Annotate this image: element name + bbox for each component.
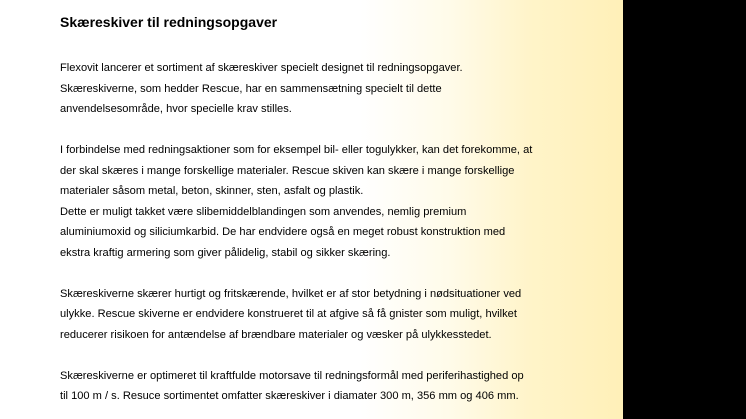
text-line: der skal skæres i mange forskellige materialer. Rescue skiven kan skære i mange forskellige [60,164,515,177]
spacer [60,345,605,366]
black-side-band [623,0,746,419]
spacer [60,120,605,141]
paragraph-materials [60,140,605,263]
text-line: aluminiumoxid og siliciumkarbid. De har endvidere også en meget robust konstruktion med [60,226,506,238]
paragraph-specs [60,366,605,407]
paragraph-intro [60,58,605,120]
text-line: Skæreskiverne er optimeret til kraftfulde motorsave til redningsformål med periferihastighed op [60,369,524,382]
text-line: I forbindelse med redningsaktioner som for eksempel bil- eller togulykker, kan det forekomme, at [60,144,533,156]
text-line: Skæreskiverne skærer hurtigt og fritskærende, hvilket er af stor betydning i nødsituationer ved [60,287,522,300]
text-line: Flexovit lancerer et sortiment af skæreskiver specielt designet til redningsopgaver. [60,62,463,74]
text-line: materialer såsom metal, beton, skinner, sten, asfalt og plastik. [60,185,364,197]
spacer [60,263,605,284]
text-line: ekstra kraftig armering som giver pålidelig, stabil og sikker skæring. [60,246,391,259]
document-content [60,13,605,407]
text-line: til 100 m / s. Resuce sortimentet omfatter skæreskiver i diamater 300 m, 356 mm og 406 mm. [60,390,519,402]
paragraph-cutting [60,284,605,346]
text-line: Skæreskiverne, som hedder Rescue, har en sammensætning specielt til dette [60,82,442,95]
document-title: Skæreskiver til redningsopgaver [60,14,278,30]
text-line: Dette er muligt takket være slibemiddelblandingen som anvendes, nemlig premium [60,205,467,218]
text-line: anvendelsesområde, hvor specielle krav stilles. [60,103,292,115]
text-line: reducerer risikoen for antændelse af brændbare materialer og væsker på ulykkesstedet. [60,328,492,341]
text-line: ulykke. Rescue skiverne er endvidere konstrueret til at afgive så få gnister som muligt, hvilket [60,308,517,320]
spacer [60,31,605,58]
